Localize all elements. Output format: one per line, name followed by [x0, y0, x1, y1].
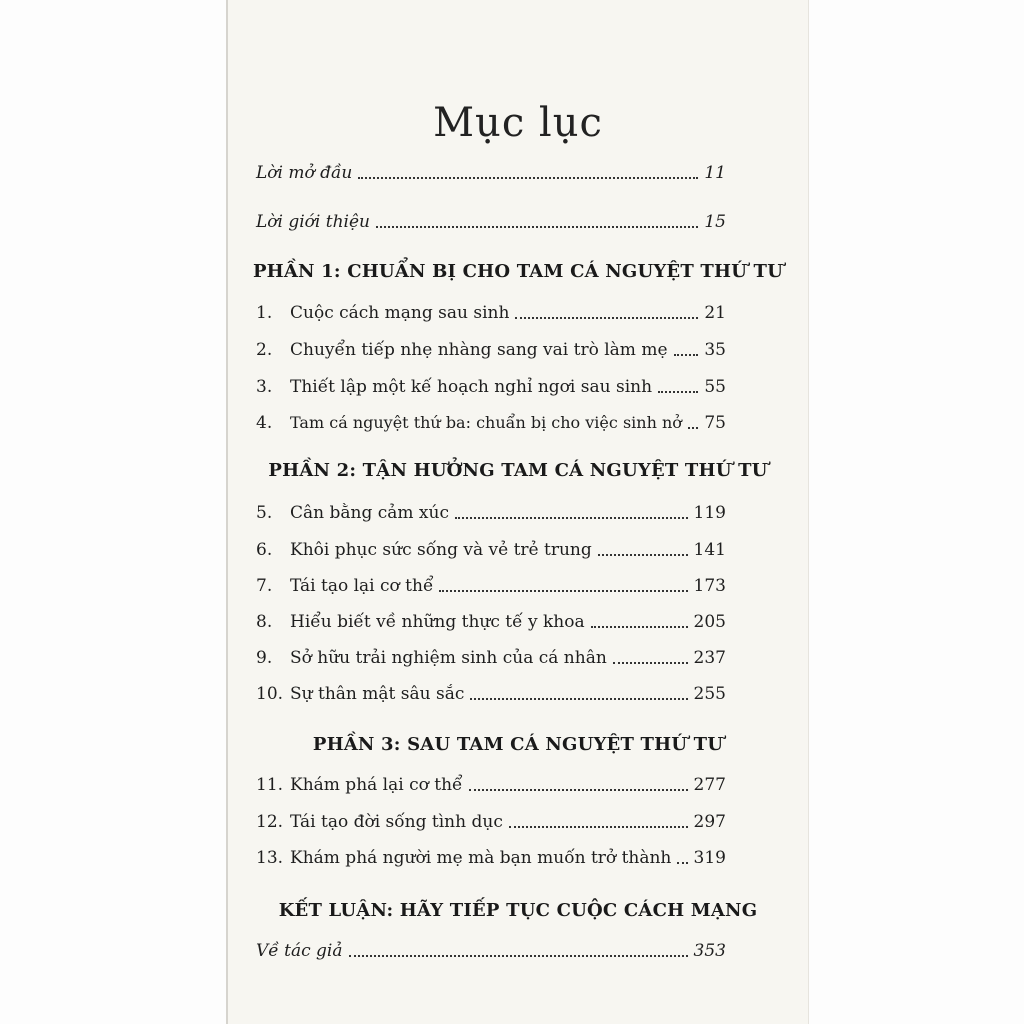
toc-entry-page: 119 — [693, 503, 726, 523]
toc-entry-chapter-5 — [256, 502, 726, 524]
chapter-number: 11. — [256, 775, 284, 795]
part-3-heading: PHẦN 3: SAU TAM CÁ NGUYỆT THỨ TƯ — [312, 734, 724, 755]
leader-dots — [376, 226, 698, 228]
toc-entry-chapter-3 — [256, 376, 726, 398]
leader-dots — [439, 590, 687, 592]
toc-entry-label: Khôi phục sức sống và vẻ trẻ trung — [290, 540, 592, 560]
toc-entry-page: 173 — [693, 576, 726, 596]
toc-entry-page: 277 — [693, 775, 726, 795]
toc-entry-page: 35 — [704, 340, 726, 360]
toc-entry-front-2 — [256, 211, 726, 233]
book-page — [226, 0, 808, 1024]
toc-entry-chapter-8 — [256, 611, 726, 633]
toc-entry-label: Lời mở đầu — [256, 163, 353, 183]
toc-entry-page: 353 — [693, 941, 726, 961]
toc-entry-label: Về tác giả — [256, 941, 343, 961]
leader-dots — [674, 354, 699, 356]
toc-entry-chapter-13 — [256, 847, 726, 869]
chapter-number: 7. — [256, 576, 273, 596]
toc-entry-label: Tái tạo đời sống tình dục — [290, 812, 503, 832]
leader-dots — [515, 317, 698, 319]
chapter-number: 8. — [256, 612, 273, 632]
leader-dots — [509, 826, 688, 828]
leader-dots — [469, 789, 688, 791]
part-2-heading: PHẦN 2: TẬN HƯỞNG TAM CÁ NGUYỆT THỨ TƯ — [268, 460, 768, 481]
toc-entry-page: 297 — [693, 812, 726, 832]
background-right — [806, 0, 1024, 1024]
toc-entry-page: 205 — [693, 612, 726, 632]
chapter-number: 6. — [256, 540, 273, 560]
part-1-heading: PHẦN 1: CHUẨN BỊ CHO TAM CÁ NGUYỆT THỨ TƯ — [252, 261, 784, 282]
toc-entry-page: 75 — [704, 413, 726, 433]
leader-dots — [613, 662, 688, 664]
leader-dots — [688, 427, 698, 429]
chapter-number: 2. — [256, 340, 273, 360]
toc-entry-label: Chuyển tiếp nhẹ nhàng sang vai trò làm mẹ — [290, 340, 668, 360]
toc-entry-page: 237 — [693, 648, 726, 668]
toc-entry-about-author — [256, 940, 726, 962]
toc-entry-page: 11 — [704, 163, 726, 183]
leader-dots — [591, 626, 688, 628]
leader-dots — [677, 862, 687, 864]
toc-entry-chapter-2 — [256, 339, 726, 361]
toc-entry-chapter-12 — [256, 811, 726, 833]
toc-entry-label: Sở hữu trải nghiệm sinh của cá nhân — [290, 648, 607, 668]
toc-entry-label: Sự thân mật sâu sắc — [290, 684, 465, 704]
chapter-number: 4. — [256, 413, 273, 433]
chapter-number: 13. — [256, 848, 284, 868]
leader-dots — [470, 698, 687, 700]
toc-entry-label: Thiết lập một kế hoạch nghỉ ngơi sau sinh — [290, 377, 653, 397]
leader-dots — [358, 177, 698, 179]
toc-title: Mục lục — [433, 100, 603, 146]
toc-entry-label: Cân bằng cảm xúc — [290, 503, 449, 523]
toc-entry-page: 141 — [693, 540, 726, 560]
chapter-number: 12. — [256, 812, 284, 832]
conclusion-heading: KẾT LUẬN: HÃY TIẾP TỤC CUỘC CÁCH MẠNG — [278, 900, 758, 921]
toc-entry-page: 15 — [704, 212, 726, 232]
leader-dots — [349, 955, 688, 957]
toc-entry-page: 255 — [693, 684, 726, 704]
toc-entry-label: Tái tạo lại cơ thể — [290, 576, 434, 596]
toc-entry-chapter-7 — [256, 575, 726, 597]
toc-entry-chapter-6 — [256, 539, 726, 561]
toc-entry-label: Lời giới thiệu — [256, 212, 370, 232]
toc-entry-page: 55 — [704, 377, 726, 397]
chapter-number: 5. — [256, 503, 273, 523]
toc-entry-label: Khám phá lại cơ thể — [290, 775, 463, 795]
toc-entry-label: Hiểu biết về những thực tế y khoa — [290, 612, 585, 632]
toc-entry-page: 21 — [704, 303, 726, 323]
chapter-number: 9. — [256, 648, 273, 668]
toc-entry-chapter-11 — [256, 774, 726, 796]
toc-entry-chapter-10 — [256, 683, 726, 705]
toc-entry-page: 319 — [693, 848, 726, 868]
chapter-number: 3. — [256, 377, 273, 397]
toc-entry-label: Khám phá người mẹ mà bạn muốn trở thành — [290, 848, 672, 868]
toc-entry-label: Cuộc cách mạng sau sinh — [290, 303, 510, 323]
leader-dots — [658, 391, 698, 393]
background-left — [0, 0, 226, 1024]
toc-entry-label: Tam cá nguyệt thứ ba: chuẩn bị cho việc sinh nở — [290, 413, 682, 432]
leader-dots — [598, 554, 688, 556]
toc-entry-front-1 — [256, 162, 726, 184]
chapter-number: 1. — [256, 303, 273, 323]
toc-entry-chapter-4 — [256, 412, 726, 434]
leader-dots — [455, 517, 688, 519]
toc-entry-chapter-1 — [256, 302, 726, 324]
chapter-number: 10. — [256, 684, 284, 704]
toc-entry-chapter-9 — [256, 647, 726, 669]
